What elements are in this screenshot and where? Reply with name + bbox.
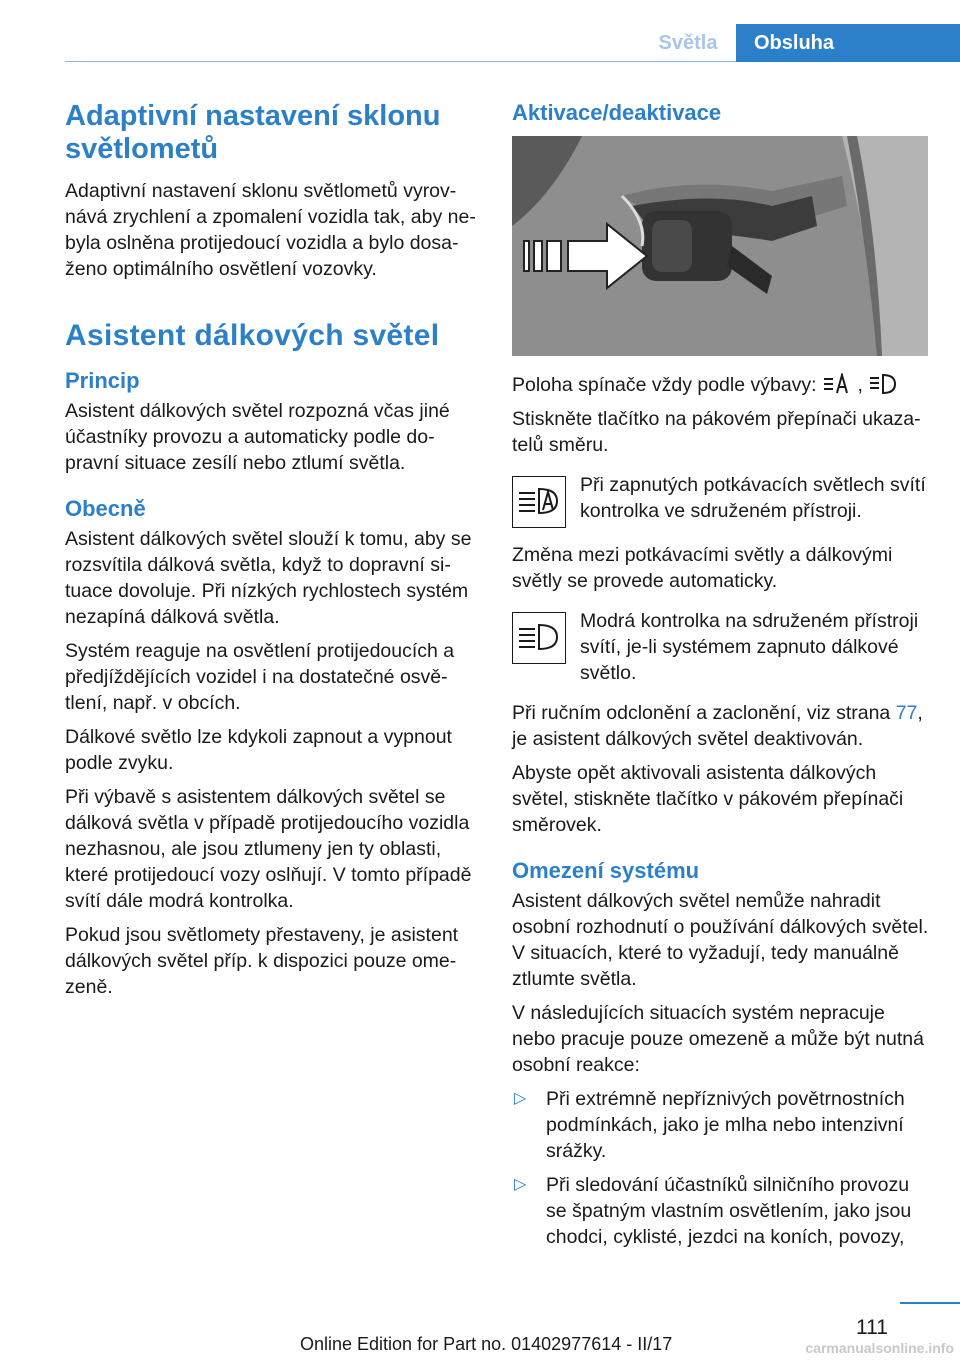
high-beam-assistant-indicator-icon [512,476,566,528]
heading-activation: Aktivace/deaktivace [512,100,722,125]
right-column [512,100,932,1258]
paragraph: Dálkové světlo lze kdykoli zapnout a vypnout podle zvyku. [65,726,452,774]
indicator-note-text: Při zapnutých potkávacích světlech svítí kontrolka ve sdruženém přístroji. [580,474,926,522]
subheading-general: Obecně [65,496,146,521]
manual-text-b: , je asistent dálkových světel deaktivován. [512,702,923,750]
paragraph: Asistent dálkových světel rozpozná včas jiné účastníky provozu a automaticky podle dopravní situace zesílí nebo ztlumí světla. [65,400,450,474]
bullet-arrow-icon: ▷ [514,1176,527,1193]
paragraph: Změna mezi potkávacími světly a dálkovými světly se provede automaticky. [512,544,893,592]
paragraph: Asistent dálkových světel nemůže nahradit osobní rozhodnutí o používání dálkových světel. V situacích, které to vyžadují, tedy manuálně ztlumte světla. [512,890,929,990]
paragraph: Abyste opět aktivovali asistenta dálkových světel, stiskněte tlačítko v pákovém přepínači směrovek. [512,762,904,836]
manual-text-a: Při ručním odclonění a zaclonění, viz strana [512,702,896,724]
paragraph: V následujících situacích systém nepracuje nebo pracuje pouze omezeně a může být nutná osobní reakce: [512,1002,924,1076]
edition-footer: Online Edition for Part no. 01402977614 - II/17 [300,1334,673,1354]
paragraph: Pokud jsou světlomety přestaveny, je asistent dálkových světel příp. k dispozici pouze omezeně. [65,924,459,998]
indicator-note-text: Modrá kontrolka na sdruženém přístroji svítí, je-li systémem zapnuto dálkové světlo. [580,610,919,684]
bullet-arrow-icon: ▷ [514,1090,527,1107]
comma: , [857,374,863,396]
watermark: carmanualsonline.info [805,1340,954,1356]
paragraph [512,700,932,752]
paragraph: Adaptivní nastavení sklonu světlometů vyrovnává zrychlení a zpomalení vozidla tak, aby nebyla oslněna protijedoucí vozidla a bylo dosaženo optimálního osvětlení vozovky. [65,180,476,280]
heading-adaptive-headlight: Adaptivní nastavení sklonu světlometů [65,100,441,165]
page-number: 111 [856,1316,888,1339]
indicator-note-1 [512,472,932,528]
page-link-77[interactable]: 77 [895,702,918,724]
turn-signal-lever-photo [512,136,928,356]
heading-high-beam-assistant: Asistent dálkových světel [65,319,440,352]
lever-illustration [512,136,928,356]
paragraph: Stiskněte tlačítko na pákovém přepínači ukazatelů směru. [512,408,921,456]
high-beam-icon [868,373,898,395]
paragraph: Asistent dálkových světel slouží k tomu, aby se rozsvítila dálková světla, když to dopravní situace dovoluje. Při nízkých rychlostech systém nezapíná dálková světla. [65,528,472,628]
paragraph [512,372,932,398]
section-tab[interactable]: Světla [658,31,718,54]
list-item: ▷ Při sledování účastníků silničního provozu se špatným vlastním osvětlením, jako jsou chodci, cyklisté, jezdci na koních, povozy, [514,1174,912,1248]
left-column [65,100,481,1008]
limits-list [512,1086,932,1250]
high-beam-indicator-icon [512,612,566,664]
high-beam-assistant-auto-icon [822,373,852,395]
chapter-tab[interactable]: Obsluha [736,24,960,62]
list-item: ▷ Při extrémně nepříznivých povětrnostních podmínkách, jako je mlha nebo intenzivní srážky. [514,1088,905,1162]
paragraph: Při výbavě s asistentem dálkových světel se dálková světla v případě protijedoucího vozidla nezhasnou, ale jsou ztlumeny jen ty oblasti, které protijedoucí vozy oslňují. V tomto případě svítí dále modrá kontrolka. [65,786,472,912]
indicator-note-2 [512,608,932,686]
subheading-system-limits: Omezení systému [512,858,700,883]
switch-position-text: Poloha spínače vždy podle výbavy: [512,374,817,396]
footer-divider [900,1302,960,1304]
subheading-principle: Princip [65,368,140,393]
paragraph: Systém reaguje na osvětlení protijedoucích a předjíždějících vozidel i na dostatečné osvětlení, např. v obcích. [65,640,455,714]
